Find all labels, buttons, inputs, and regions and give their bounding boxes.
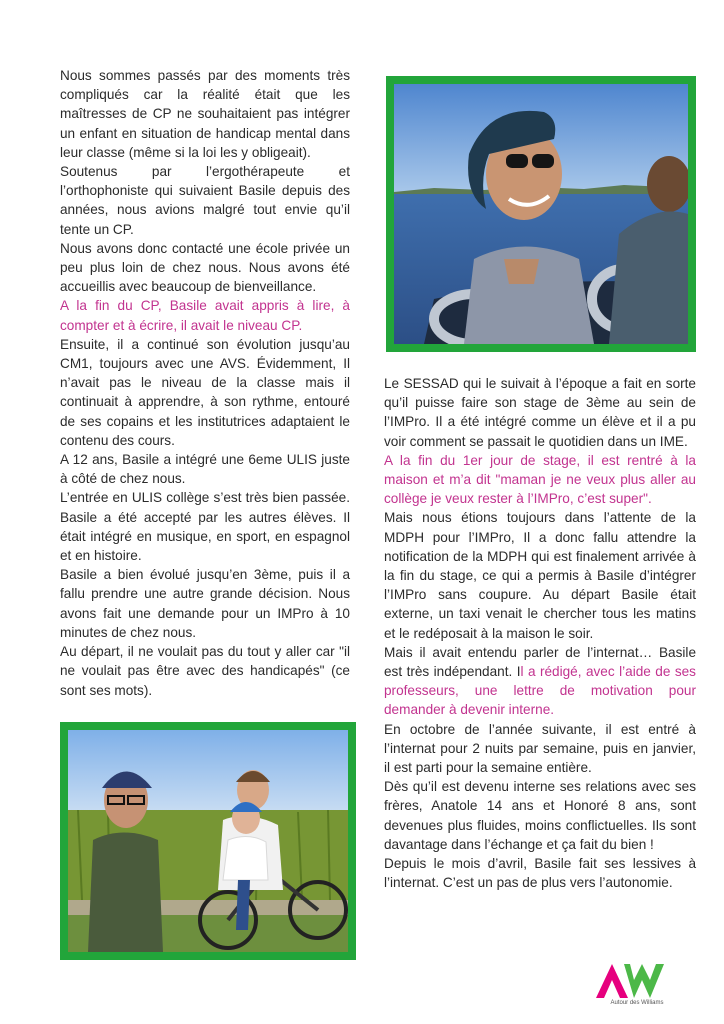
paragraph: Soutenus par l’ergothérapeute et l’orthophoniste qui suivaient Basile depuis des années, nous avions malgré tout envie qu’il tente un CP. — [60, 164, 350, 237]
paragraph: Nous avons donc contacté une école privée un peu plus loin de chez nous. Nous avons été accueillis avec beaucoup de bienveillance. — [60, 240, 350, 295]
paragraph: Depuis le mois d’avril, Basile fait ses lessives à l’internat. C’est un pas de plus vers l’autonomie. — [384, 856, 696, 891]
highlight-paragraph: A la fin du CP, Basile avait appris à lire, à compter et à écrire, il avait le niveau CP. — [60, 298, 350, 333]
paragraph: Le SESSAD qui le suivait à l’époque a fait en sorte qu’il puisse faire son stage de 3ème au sein de l’IMPro. Il a été intégré comme un élève et il a pu voir comment se passait le quotidien dans un IME. — [384, 376, 696, 449]
highlight-text: l a rédigé, avec l’aide de ses professeurs, une lettre de motivation pour demander à devenir interne. — [384, 664, 696, 718]
boat-photo-image — [394, 84, 688, 344]
field-photo-image — [68, 730, 348, 952]
paragraph: Nous sommes passés par des moments très compliqués car la réalité était que les maîtresses de CP ne souhaitaient pas intégrer un enfant en situation de handicap mental dans leur classe (même si la loi les y obligeait). — [60, 68, 350, 160]
aw-logo-mark — [594, 960, 680, 1000]
paragraph: A 12 ans, Basile a intégré une 6eme ULIS juste à côté de chez nous. — [60, 452, 350, 487]
paragraph: Ensuite, il a continué son évolution jusqu’au CM1, toujours avec une AVS. Évidemment, Il n’avait pas le niveau de la classe mais il continuait à apprendre, à son rythme, entouré de ses copains et les institutrices adaptaient le contenu des cours. — [60, 336, 350, 448]
paragraph: L’entrée en ULIS collège s’est très bien passée. Basile a été accepté par les autres élèves. Il était intégré en musique, en sport, en espagnol et en histoire. — [60, 490, 350, 564]
logo-letters: AW — [594, 960, 596, 961]
photo-boat — [386, 76, 696, 352]
paragraph: Dès qu’il est devenu interne ses relations avec ses frères, Anatole 14 ans et Honoré 8 ans, sont devenues plus fluides, moins conflictuelles. Ils sont davantage dans l’échange et ça fait du bien ! — [384, 779, 696, 852]
paragraph: Basile a bien évolué jusqu’en 3ème, puis il a fallu prendre une autre grande décision. Nous avons fait une demande pour un IMPro à 10 minutes de chez nous. — [60, 567, 350, 640]
autour-des-williams-logo — [594, 960, 680, 1012]
paragraph: Mais nous étions toujours dans l’attente de la MDPH pour l’IMPro, Il a donc fallu attendre la notification de la MDPH qui est finalement arrivée à la fin du stage, ce qui a permis à Basile d’intégrer l’IMPro sans coupure. Au départ Basile était externe, un taxi venait le chercher tous les matins et le redéposait à la maison le soir. — [384, 510, 696, 641]
photo-field — [60, 722, 356, 960]
right-text-column — [384, 374, 696, 892]
paragraph — [384, 643, 696, 720]
highlight-paragraph: A la fin du 1er jour de stage, il est rentré à la maison et m’a dit "maman je ne veux plus aller au collège je veux rester à l’IMPro, c’est super". — [384, 452, 696, 507]
paragraph-text: Mais il avait entendu parler de l’internat… Basile est très indépendant. I — [384, 644, 696, 680]
paragraph: Au départ, il ne voulait pas du tout y aller car "il ne voulait pas être avec des handicapés" (ce sont ses mots). — [60, 644, 350, 698]
left-text-column — [60, 66, 350, 700]
logo-caption: Autour des Williams — [610, 1000, 664, 1006]
paragraph: En octobre de l’année suivante, il est entré à l’internat pour 2 nuits par semaine, puis en janvier, il est parti pour la semaine entière. — [384, 721, 696, 776]
